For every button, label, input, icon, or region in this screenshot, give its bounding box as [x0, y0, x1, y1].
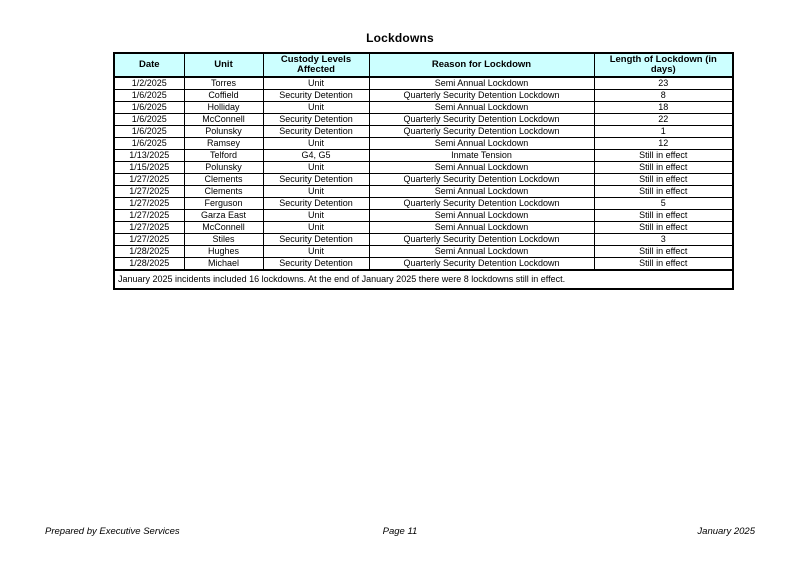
table-cell: Unit — [263, 77, 369, 90]
table-cell: Telford — [184, 150, 263, 162]
table-row — [114, 150, 733, 162]
table-cell: Security Detention — [263, 126, 369, 138]
table-cell: Michael — [184, 258, 263, 271]
table-row — [114, 126, 733, 138]
table-row — [114, 258, 733, 271]
table-cell: Semi Annual Lockdown — [369, 102, 594, 114]
table-cell: Still in effect — [594, 162, 733, 174]
column-header-unit: Unit — [184, 53, 263, 77]
table-cell: Polunsky — [184, 126, 263, 138]
table-cell: 1/27/2025 — [114, 222, 184, 234]
table-cell: Polunsky — [184, 162, 263, 174]
table-cell: 8 — [594, 90, 733, 102]
table-cell: Quarterly Security Detention Lockdown — [369, 198, 594, 210]
column-header-length: Length of Lockdown (in days) — [594, 53, 733, 77]
table-cell: 3 — [594, 234, 733, 246]
table-cell: Clements — [184, 186, 263, 198]
table-cell: Quarterly Security Detention Lockdown — [369, 90, 594, 102]
table-cell: Unit — [263, 222, 369, 234]
table-cell: 5 — [594, 198, 733, 210]
table-cell: 1/2/2025 — [114, 77, 184, 90]
table-cell: Unit — [263, 138, 369, 150]
table-cell: 22 — [594, 114, 733, 126]
table-cell: 1/6/2025 — [114, 126, 184, 138]
table-cell: Security Detention — [263, 234, 369, 246]
table-cell: Quarterly Security Detention Lockdown — [369, 258, 594, 271]
table-row — [114, 210, 733, 222]
table-cell: Still in effect — [594, 150, 733, 162]
table-cell: 1/6/2025 — [114, 90, 184, 102]
table-cell: 1/15/2025 — [114, 162, 184, 174]
table-row — [114, 246, 733, 258]
table-cell: Holliday — [184, 102, 263, 114]
table-cell: Still in effect — [594, 210, 733, 222]
table-cell: 23 — [594, 77, 733, 90]
table-row — [114, 222, 733, 234]
table-cell: Quarterly Security Detention Lockdown — [369, 174, 594, 186]
table-cell: Inmate Tension — [369, 150, 594, 162]
summary-row — [114, 270, 733, 289]
table-cell: Ferguson — [184, 198, 263, 210]
table-cell: Security Detention — [263, 258, 369, 271]
table-cell: Still in effect — [594, 186, 733, 198]
footer-page-number: Page 11 — [382, 526, 418, 537]
table-cell: Quarterly Security Detention Lockdown — [369, 234, 594, 246]
table-cell: 18 — [594, 102, 733, 114]
lockdowns-table — [113, 52, 734, 290]
table-summary-text: January 2025 incidents included 16 lockdowns. At the end of January 2025 there were 8 lockdowns still in effect. — [114, 270, 733, 289]
table-cell: McConnell — [184, 114, 263, 126]
table-cell: Semi Annual Lockdown — [369, 77, 594, 90]
table-cell: 1/27/2025 — [114, 234, 184, 246]
table-cell: Torres — [184, 77, 263, 90]
table-header-row — [114, 53, 733, 77]
table-cell: Unit — [263, 162, 369, 174]
table-cell: 1/28/2025 — [114, 246, 184, 258]
footer-date: January 2025 — [697, 526, 755, 537]
table-cell: Semi Annual Lockdown — [369, 246, 594, 258]
table-cell: Semi Annual Lockdown — [369, 186, 594, 198]
table-cell: Unit — [263, 102, 369, 114]
table-cell: 1/27/2025 — [114, 210, 184, 222]
table-cell: 1/27/2025 — [114, 174, 184, 186]
table-cell: Hughes — [184, 246, 263, 258]
table-cell: Unit — [263, 186, 369, 198]
column-header-reason: Reason for Lockdown — [369, 53, 594, 77]
table-cell: Stiles — [184, 234, 263, 246]
table-cell: 1/27/2025 — [114, 186, 184, 198]
table-cell: Semi Annual Lockdown — [369, 222, 594, 234]
table-cell: Ramsey — [184, 138, 263, 150]
table-cell: 1/27/2025 — [114, 198, 184, 210]
page-title: Lockdowns — [366, 31, 434, 45]
table-cell: 1 — [594, 126, 733, 138]
table-cell: 1/28/2025 — [114, 258, 184, 271]
table-cell: Unit — [263, 246, 369, 258]
table-row — [114, 90, 733, 102]
column-header-date: Date — [114, 53, 184, 77]
table-cell: Clements — [184, 174, 263, 186]
table-cell: Semi Annual Lockdown — [369, 210, 594, 222]
table-row — [114, 77, 733, 90]
table-cell: 1/6/2025 — [114, 102, 184, 114]
footer-prepared-by: Prepared by Executive Services — [45, 526, 180, 537]
table-cell: Garza East — [184, 210, 263, 222]
table-body — [114, 77, 733, 270]
table-cell: 12 — [594, 138, 733, 150]
table-cell: Still in effect — [594, 174, 733, 186]
table-row — [114, 114, 733, 126]
table-cell: Security Detention — [263, 198, 369, 210]
table-cell: Security Detention — [263, 114, 369, 126]
table-cell: Still in effect — [594, 222, 733, 234]
table-row — [114, 162, 733, 174]
column-header-custody-levels: Custody Levels Affected — [263, 53, 369, 77]
table-cell: Still in effect — [594, 258, 733, 271]
table-row — [114, 138, 733, 150]
table-cell: Security Detention — [263, 174, 369, 186]
table-cell: 1/6/2025 — [114, 114, 184, 126]
table-cell: Quarterly Security Detention Lockdown — [369, 126, 594, 138]
table-cell: Still in effect — [594, 246, 733, 258]
page-footer — [0, 526, 800, 540]
table-cell: 1/13/2025 — [114, 150, 184, 162]
table-row — [114, 174, 733, 186]
table-cell: G4, G5 — [263, 150, 369, 162]
table-cell: McConnell — [184, 222, 263, 234]
table-cell: Coffield — [184, 90, 263, 102]
table-row — [114, 102, 733, 114]
table-cell: Semi Annual Lockdown — [369, 138, 594, 150]
table-cell: Semi Annual Lockdown — [369, 162, 594, 174]
table-cell: Security Detention — [263, 90, 369, 102]
table-cell: 1/6/2025 — [114, 138, 184, 150]
table-row — [114, 198, 733, 210]
table-row — [114, 234, 733, 246]
table-row — [114, 186, 733, 198]
table-cell: Quarterly Security Detention Lockdown — [369, 114, 594, 126]
table-cell: Unit — [263, 210, 369, 222]
